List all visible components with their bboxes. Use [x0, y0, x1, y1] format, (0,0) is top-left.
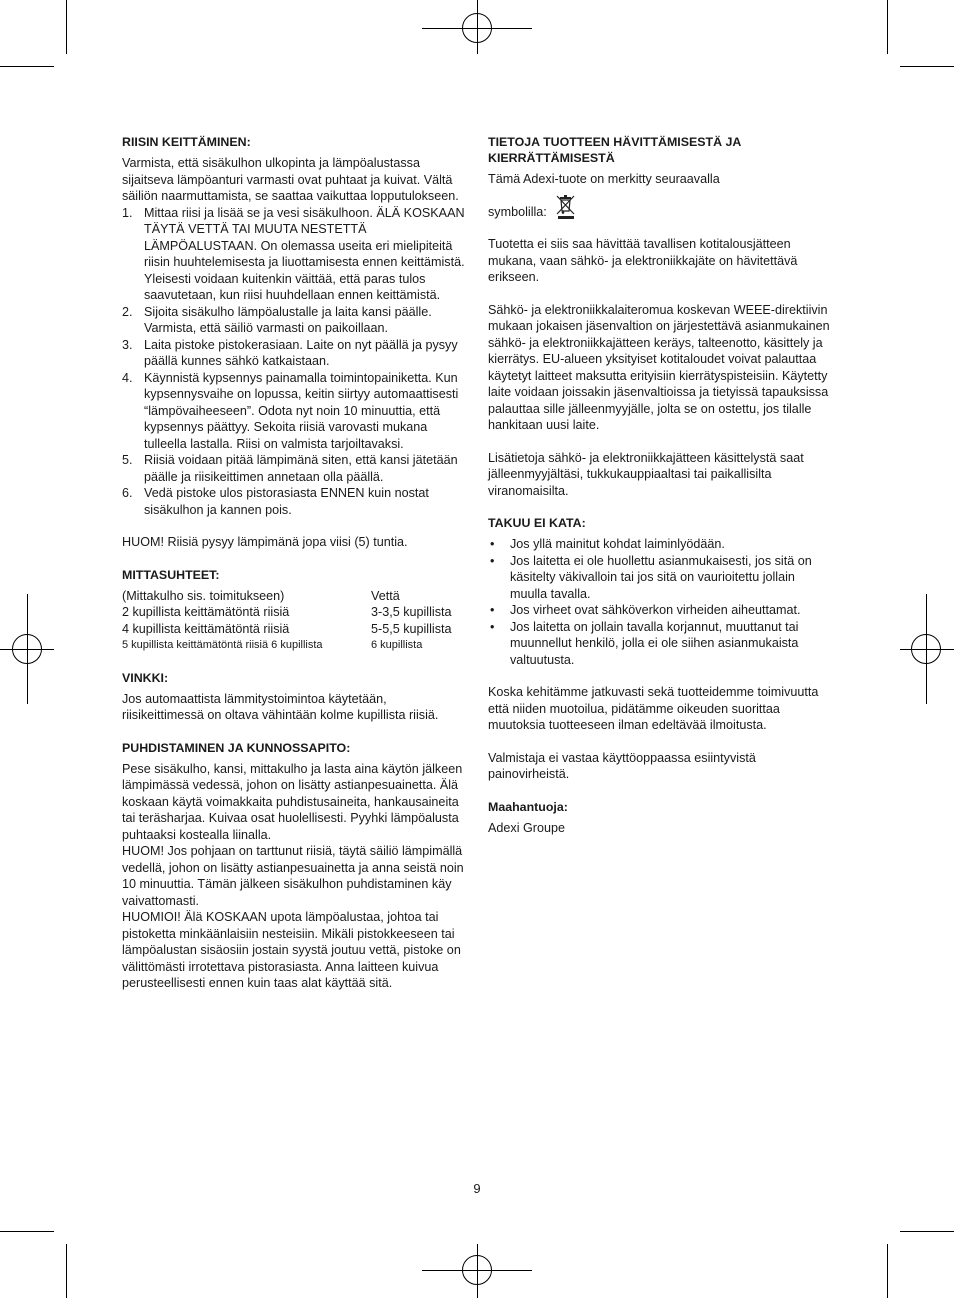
measurements-table — [122, 588, 468, 654]
valmistaja-text: Valmistaja ei vastaa käyttöoppaassa esiintyvistä painovirheistä. — [488, 750, 756, 781]
riisin-heading: RIISIN KEITTÄMINEN: — [122, 135, 251, 149]
tietoja-p1: Tämä Adexi-tuote on merkitty seuraavalla — [488, 172, 720, 186]
table-row: 4 kupillista keittämätöntä riisiä 5-5,5 kupillista — [122, 621, 452, 636]
list-item: 2. Sijoita sisäkulho lämpöalustalle ja laita kansi päälle. Varmista, että säiliö varmasti on paikoillaan. — [122, 304, 432, 335]
takuu-heading: TAKUU EI KATA: — [488, 516, 586, 530]
riisin-intro: Varmista, että sisäkulhon ulkopinta ja lämpöalustassa sijaitseva lämpöanturi varmasti ovat puhtaat ja kuivat. Vältä säiliön naarmuttamista, se saattaa vaikuttaa lopputulokseen. — [122, 156, 459, 203]
tietoja-p4: Lisätietoja sähkö- ja elektroniikkajätteen käsittelystä saat jälleenmyyjältäsi, tukkukauppiaaltasi tai paikallisilta viranomaisilta. — [488, 450, 804, 498]
tietoja-heading: TIETOJA TUOTTEEN HÄVITTÄMISESTÄ JA KIERRÄTTÄMISESTÄ — [488, 135, 741, 165]
maahantuoja-heading: Maahantuoja: — [488, 799, 568, 814]
huom-note: HUOM! Riisiä pysyy lämpimänä jopa viisi (5) tuntia. — [122, 535, 408, 549]
symbol-label: symbolilla: — [488, 204, 547, 219]
list-item: 3. Laita pistoke pistokerasiaan. Laite on nyt päällä ja pysyy päällä kunnes sähkö katkaistaan. — [122, 337, 458, 368]
puhdistaminen-p3: HUOMIOI! Älä KOSKAAN upota lämpöalustaa, johtoa tai pistoketta minkäänlaisiin nesteisiin. Mikäli pistokkeeseen tai lämpöalustan sisäosiin jostain syystä joutuu vettä, pistoke on välittömästi irrotettava pistorasiasta. Anna laitteen kuivua perusteellisesti ennen kuin taas alat käyttää sitä. — [122, 910, 461, 990]
list-item: • Jos laitetta ei ole huollettu asianmukaisesti, jos sitä on käsitelty väkivalloin tai jos sitä on vaurioitettu jollain muulla tavalla. — [490, 553, 812, 601]
tietoja-p3: Sähkö- ja elektroniikkalaiteromua koskevan WEEE-direktiivin mukaan jokaisen jäsenvaltion on järjestettävä asianmukainen sähkö- ja elektroniikkajätteen keräys, talteenotto, käsittely ja kierrätys. EU-alueen yksityiset kotitaloudet voivat palauttaa käytetyt laitteet maksutta erityisiin kierrätyspisteisiin. Käytetty laite voidaan joissakin jäsenvaltioissa ja tietyissä tapauksissa palauttaa sille jälleenmyyjälle, jolta se on ostettu, jos tilalle hankitaan uusi laite. — [488, 302, 830, 432]
list-item: • Jos laitetta on jollain tavalla korjannut, muuttanut tai muunnellut henkilö, jolla ei ole siihen asianmukaista valtuutusta. — [490, 619, 799, 667]
mitta-heading: MITTASUHTEET: — [122, 567, 220, 582]
cooking-steps — [122, 205, 468, 519]
koska-text: Koska kehitämme jatkuvasti sekä tuotteidemme toimivuutta että niiden muotoilua, pidätämme oikeuden suorittaa muutoksia tuotteeseen ilman edeltävää ilmoitusta. — [488, 685, 819, 732]
puhdistaminen-heading: PUHDISTAMINEN JA KUNNOSSAPITO: — [122, 740, 351, 755]
takuu-list — [488, 536, 834, 668]
puhdistaminen-p1: Pese sisäkulho, kansi, mittakulho ja lasta aina käytön jälkeen lämpimässä vedessä, johon on lisätty astianpesuainetta. Älä koskaan käytä voimakkaita puhdistusaineita, hankausaineita tai teräsharjaa. Kuivaa osat huolellisesti. Pyyhki lämpöalusta puhtaaksi kostealla liinalla. — [122, 761, 463, 842]
list-item: 1. Mittaa riisi ja lisää se ja vesi sisäkulhoon. ÄLÄ KOSKAAN TÄYTÄ VETTÄ TAI MUUTA NESTETTÄ LÄMPÖALUSTAAN. On olemassa useita eri mielipiteitä riisin huuhtelemisesta ja liuottamisesta ennen keittämistä. Yleisesti voidaan kuitenkin väittää, että paras tulos saavutetaan, kun riisi huuhdellaan ennen keittämistä. — [122, 205, 465, 302]
vinkki-heading: VINKKI: — [122, 670, 169, 685]
page-number: 9 — [473, 1181, 481, 1196]
vinkki-text: Jos automaattista lämmitystoimintoa käytetään, riisikeittimessä on oltava vähintään kolme kupillista riisiä. — [122, 691, 439, 722]
symbol-line — [488, 194, 834, 221]
left-column — [122, 134, 468, 992]
puhdistaminen-p2: HUOM! Jos pohjaan on tarttunut riisiä, täytä säiliö lämpimällä vedellä, johon on lisätty astianpesuainetta ja anna seistä noin 10 minuuttia. Tämän jälkeen sisäkulhon puhdistaminen käy vaivattomasti. — [122, 844, 464, 908]
table-row: 5 kupillista keittämätöntä riisiä 6 kupillista 6 kupillista — [122, 639, 423, 651]
list-item: 6. Vedä pistoke ulos pistorasiasta ENNEN kuin nostat sisäkulhon ja kannen pois. — [122, 486, 429, 517]
maahantuoja-name: Adexi Groupe — [488, 820, 566, 835]
list-item: 5. Riisiä voidaan pitää lämpimänä siten, että kansi jätetään päälle ja riisikeittimen annetaan olla päällä. — [122, 453, 458, 484]
table-row: 2 kupillista keittämätöntä riisiä 3-3,5 kupillista — [122, 605, 452, 619]
tietoja-p2: Tuotetta ei siis saa hävittää tavallisen kotitalousjätteen mukana, vaan sähkö- ja elektroniikkajäte on hävitettävä erikseen. — [488, 237, 798, 284]
list-item: • Jos yllä mainitut kohdat laiminlyödään. — [490, 537, 725, 551]
right-column — [488, 134, 834, 836]
crossed-out-wheelie-bin-icon — [556, 194, 576, 220]
list-item: 4. Käynnistä kypsennys painamalla toimintopainiketta. Kun kypsennysvaihe on lopussa, keitin siirtyy automaattisesti “lämpövaiheeseen”. Odota nyt noin 10 minuuttia, että kypsennys päättyy. Sekoita riisiä varovasti mukana tulleella lastalla. Riisi on valmista tarjoiltavaksi. — [122, 370, 459, 451]
table-row: (Mittakulho sis. toimitukseen) Vettä — [122, 588, 400, 603]
list-item: • Jos virheet ovat sähköverkon virheiden aiheuttamat. — [490, 603, 801, 617]
